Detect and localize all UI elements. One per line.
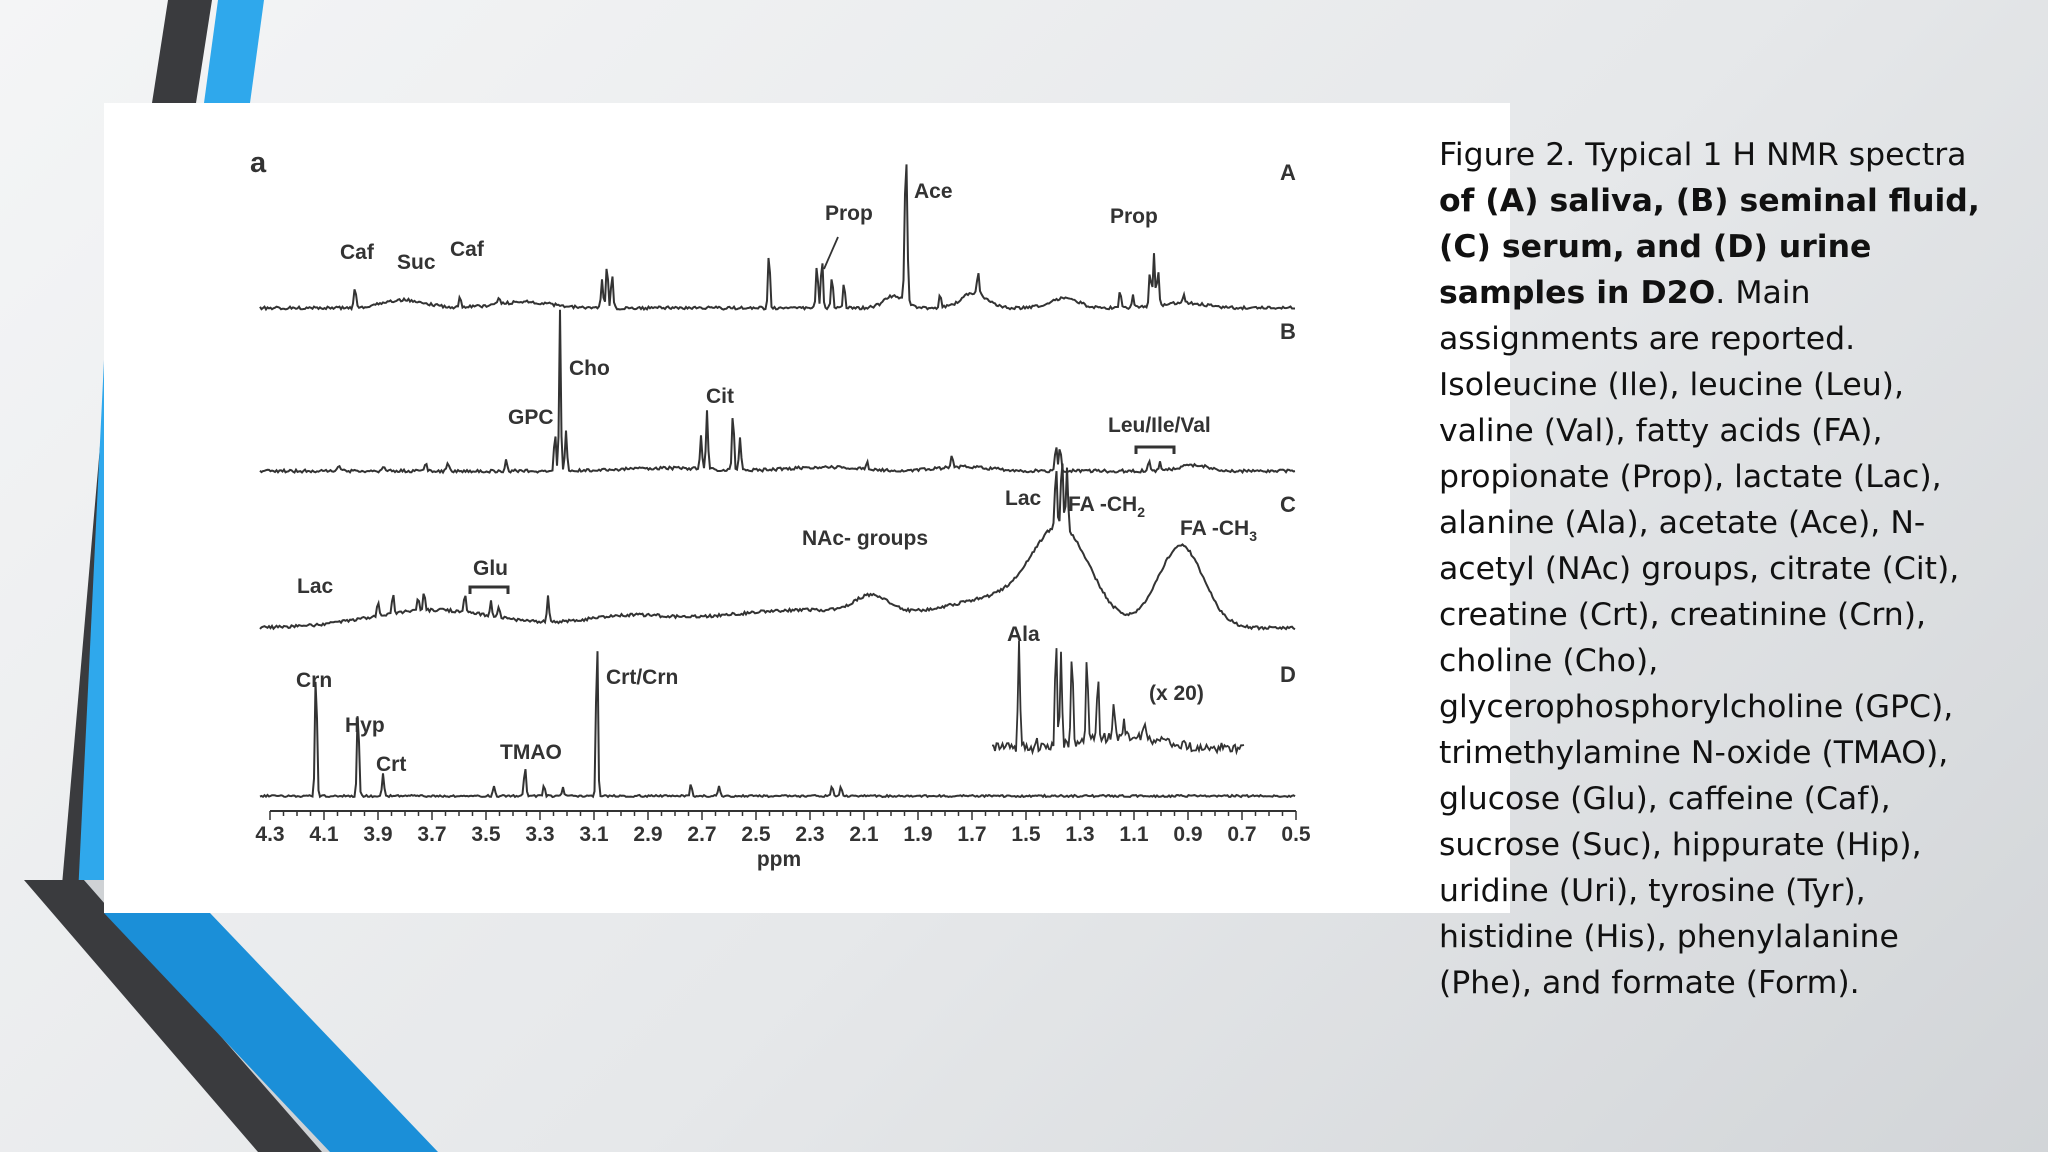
label-caf-1: Caf (340, 241, 374, 264)
label-tmao: TMAO (500, 741, 562, 764)
label-ala: Ala (1007, 623, 1040, 646)
trace-c-line (260, 464, 1295, 630)
x-axis-tick-label: 4.1 (309, 823, 339, 846)
x-axis-tick-label: 3.7 (417, 823, 447, 846)
x-axis-tick-label: 1.9 (903, 823, 933, 846)
figure-panel (104, 103, 1510, 913)
label-lac-2: Lac (1005, 487, 1042, 510)
x-axis-tick-label: 3.5 (471, 823, 501, 846)
label-fa-ch3-main: FA -CH (1180, 517, 1250, 540)
label-prop-1: Prop (825, 202, 873, 225)
label-cit: Cit (706, 385, 734, 408)
trace-d-line (260, 651, 1295, 797)
x-axis-tick-label: 0.7 (1227, 823, 1257, 846)
label-crt: Crt (376, 753, 407, 776)
nmr-spectra-figure (104, 103, 1510, 913)
x-axis-tick-label: 2.9 (633, 823, 663, 846)
label-suc: Suc (397, 251, 436, 274)
figure-caption (1439, 132, 1999, 1006)
x-axis-label: ppm (756, 848, 802, 871)
label-crt-crn: Crt/Crn (606, 666, 679, 689)
accent-bar-blue-left (78, 360, 104, 900)
label-fa-ch2-main: FA -CH (1068, 493, 1138, 516)
glu-bracket (470, 587, 508, 594)
x-axis-tick-label: 1.7 (957, 823, 987, 846)
trace-letter-d: D (1280, 662, 1296, 687)
caption-prefix: Figure 2. Typical 1 H NMR spectra (1439, 137, 1967, 173)
label-lac-1: Lac (297, 575, 334, 598)
label-caf-2: Caf (450, 238, 484, 261)
accent-bar-blue-top (204, 0, 264, 103)
x-axis-tick-label: 1.5 (1011, 823, 1041, 846)
x-axis-tick-label: 3.1 (579, 823, 609, 846)
label-prop-2: Prop (1110, 205, 1158, 228)
label-fa-ch2-sub: 2 (1137, 504, 1146, 520)
caption-rest: . Main assignments are reported. Isoleucine (Ile), leucine (Leu), valine (Val), fatty acids (FA), propionate (Prop), lactate (Lac), alanine (Ala), acetate (Ace), N-acetyl (NAc) groups, citrate (Cit), creatine (Crt), creatinine (Crn), choline (Cho), glycerophosphorylcholine (GPC), trimethylamine N-oxide (TMAO), glucose (Glu), caffeine (Caf), sucrose (Suc), hippurate (Hip), uridine (Uri), tyrosine (Tyr), histidine (His), phenylalanine (Phe), and formate (Form). (1439, 275, 1960, 1001)
x-axis-tick-label: 1.3 (1065, 823, 1095, 846)
leu-ile-val-bracket (1136, 447, 1174, 454)
label-glu: Glu (473, 557, 508, 580)
label-leu-ile-val: Leu/Ile/Val (1108, 414, 1211, 437)
label-gpc: GPC (508, 406, 554, 429)
trace-letter-b: B (1280, 319, 1296, 344)
label-crn: Crn (296, 669, 333, 692)
x-axis-tick-label: 4.3 (255, 823, 285, 846)
prop-1-pointer (824, 237, 838, 269)
label-fa-ch3-sub: 3 (1249, 528, 1258, 544)
x-axis-tick-label: 3.9 (363, 823, 393, 846)
panel-letter: a (250, 147, 267, 179)
x-axis-tick-label: 3.3 (525, 823, 555, 846)
trace-a-line (260, 164, 1295, 309)
caption-bold: of (A) saliva, (B) seminal fluid, (C) serum, and (D) urine samples in D2O (1439, 183, 1980, 311)
label-fa-ch2 (1068, 493, 1145, 520)
x-axis-tick-label: 0.9 (1173, 823, 1203, 846)
x-axis-tick-label: 0.5 (1281, 823, 1311, 846)
x-axis-tick-label: 2.1 (849, 823, 879, 846)
x-axis-tick-label: 2.7 (687, 823, 717, 846)
trace-letter-a: A (1280, 160, 1296, 185)
label-fa-ch3 (1180, 517, 1257, 544)
x-axis-tick-label: 2.5 (741, 823, 771, 846)
accent-bar-dark-top (152, 0, 212, 103)
x-axis-tick-label: 2.3 (795, 823, 825, 846)
label-ace: Ace (914, 180, 953, 203)
trace-d-inset-x20 (992, 641, 1244, 752)
x-axis-tick-label: 1.1 (1119, 823, 1149, 846)
label-cho: Cho (569, 357, 610, 380)
label-x20: (x 20) (1149, 682, 1204, 705)
trace-letter-c: C (1280, 492, 1296, 517)
x-axis (255, 811, 1311, 846)
label-nac-groups: NAc- groups (802, 527, 928, 550)
label-hyp: Hyp (345, 714, 385, 737)
